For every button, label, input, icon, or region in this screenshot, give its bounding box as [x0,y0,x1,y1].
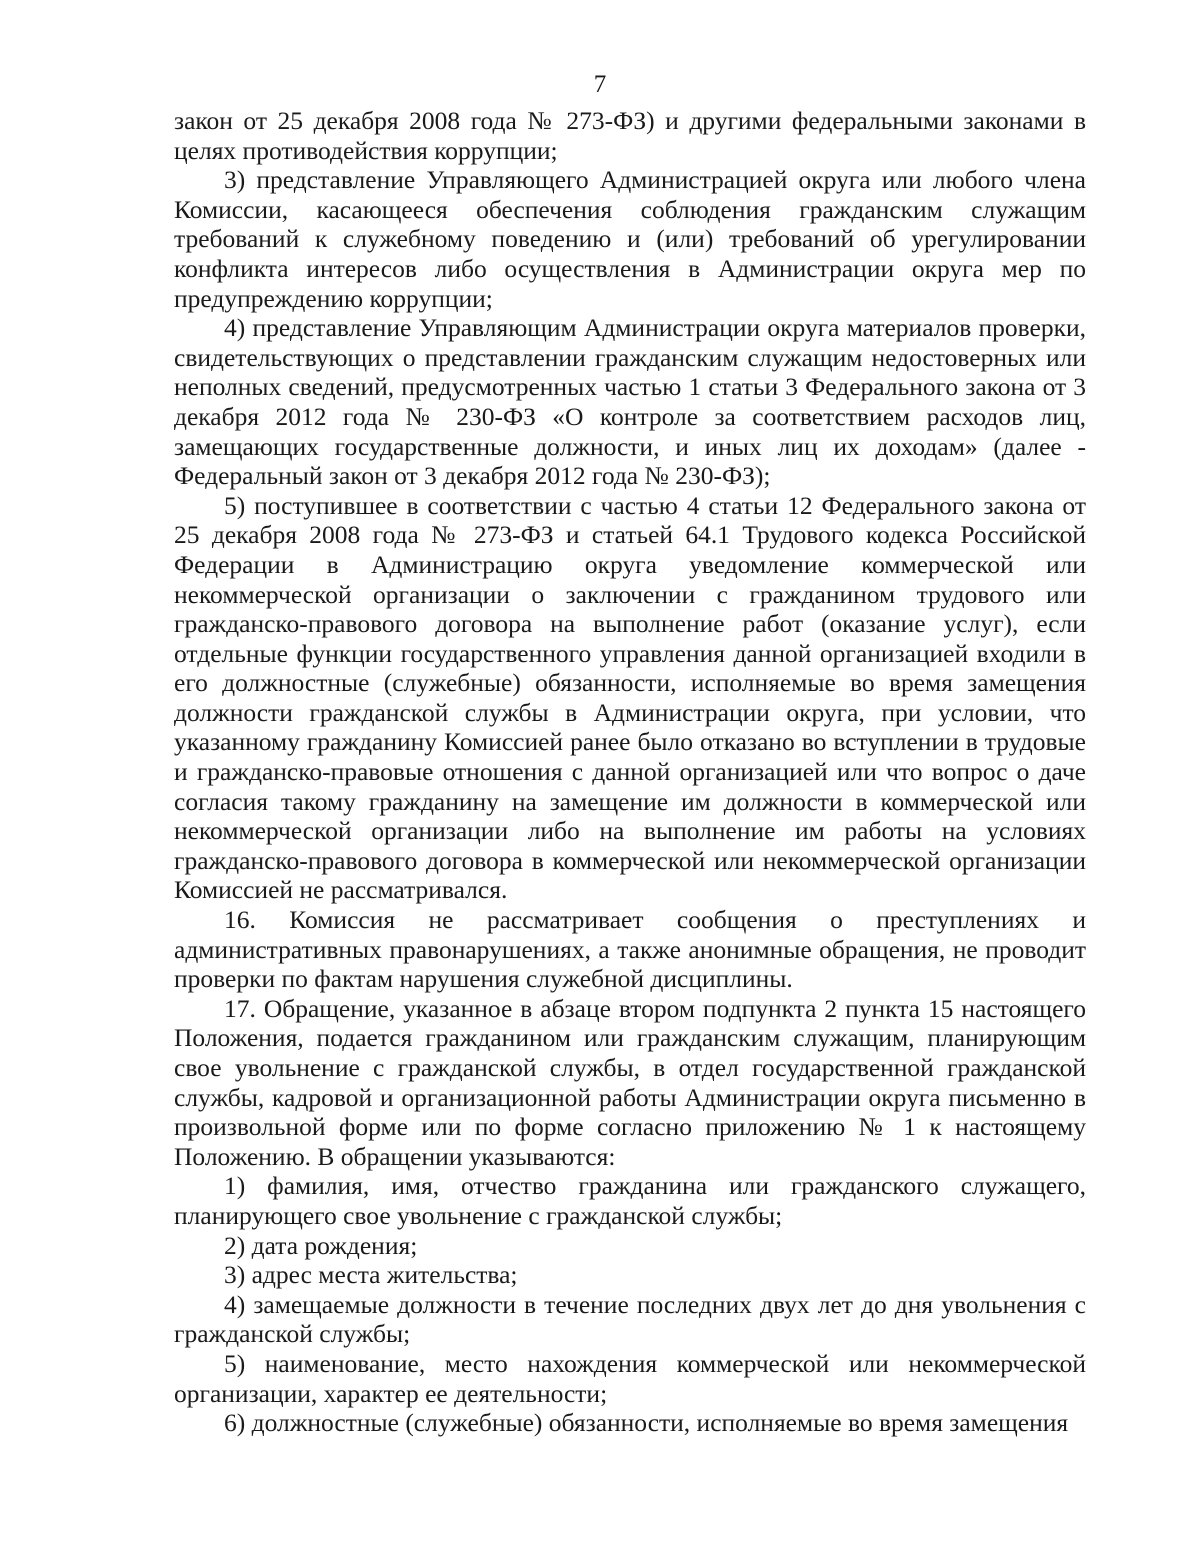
paragraph: 4) представление Управляющим Администрации округа материалов проверки, свидетельствующих о представлении гражданским служащим недостоверных или неполных сведений, предусмотренных частью 1 статьи 3 Федерального закона от 3 декабря 2012 года № 230-ФЗ «О контроле за соответствием расходов лиц, замещающих государственные должности, и иных лиц их доходам» (далее - Федеральный закон от 3 декабря 2012 года № 230-ФЗ); [174,313,1086,491]
document-body [174,106,1086,1438]
paragraph: 5) наименование, место нахождения коммерческой или некоммерческой организации, характер ее деятельности; [174,1348,1086,1408]
paragraph: закон от 25 декабря 2008 года № 273-ФЗ) и другими федеральными законами в целях противодействия коррупции; [174,106,1086,165]
paragraph: 5) поступившее в соответствии с частью 4 статьи 12 Федерального закона от 25 декабря 2008 года № 273-ФЗ и статьей 64.1 Трудового кодекса Российской Федерации в Администрацию округа уведомление коммерческой или некоммерческой организации о заключении с гражданином трудового или гражданско-правового договора на выполнение работ (оказание услуг), если отдельные функции государственного управления данной организацией входили в его должностные (служебные) обязанности, исполняемые во время замещения должности гражданской службы в Администрации округа, при условии, что указанному гражданину Комиссией ранее было отказано во вступлении в трудовые и гражданско-правовые отношения с данной организацией или что вопрос о даче согласия такому гражданину на замещение им должности в коммерческой или некоммерческой организации либо на выполнение им работы на условиях гражданско-правового договора в коммерческой или некоммерческой организации Комиссией не рассматривался. [174,490,1086,905]
paragraph: 17. Обращение, указанное в абзаце втором подпункта 2 пункта 15 настоящего Положения, подается гражданином или гражданским служащим, планирующим свое увольнение с гражданской службы, в отдел государственной гражданской службы, кадровой и организационной работы Администрации округа письменно в произвольной форме или по форме согласно приложению № 1 к настоящему Положению. В обращении указываются: [174,993,1086,1171]
paragraph: 6) должностные (служебные) обязанности, исполняемые во время замещения [224,1408,1069,1438]
paragraph: 2) дата рождения; [224,1230,418,1260]
paragraph: 4) замещаемые должности в течение последних двух лет до дня увольнения с гражданской службы; [174,1289,1086,1349]
paragraph: 1) фамилия, имя, отчество гражданина или гражданского служащего, планирующего свое увольнение с гражданской службы; [174,1171,1086,1230]
paragraph: 3) представление Управляющего Администрацией округа или любого члена Комиссии, касающееся обеспечения соблюдения гражданским служащим требований к служебному поведению и (или) требований об урегулировании конфликта интересов либо осуществления в Администрации округа мер по предупреждению коррупции; [174,165,1086,313]
paragraph: 3) адрес места жительства; [224,1260,518,1290]
paragraph: 16. Комиссия не рассматривает сообщения о преступлениях и административных правонарушениях, а также анонимные обращения, не проводит проверки по фактам нарушения служебной дисциплины. [174,905,1086,994]
page-number: 7 [593,71,607,98]
